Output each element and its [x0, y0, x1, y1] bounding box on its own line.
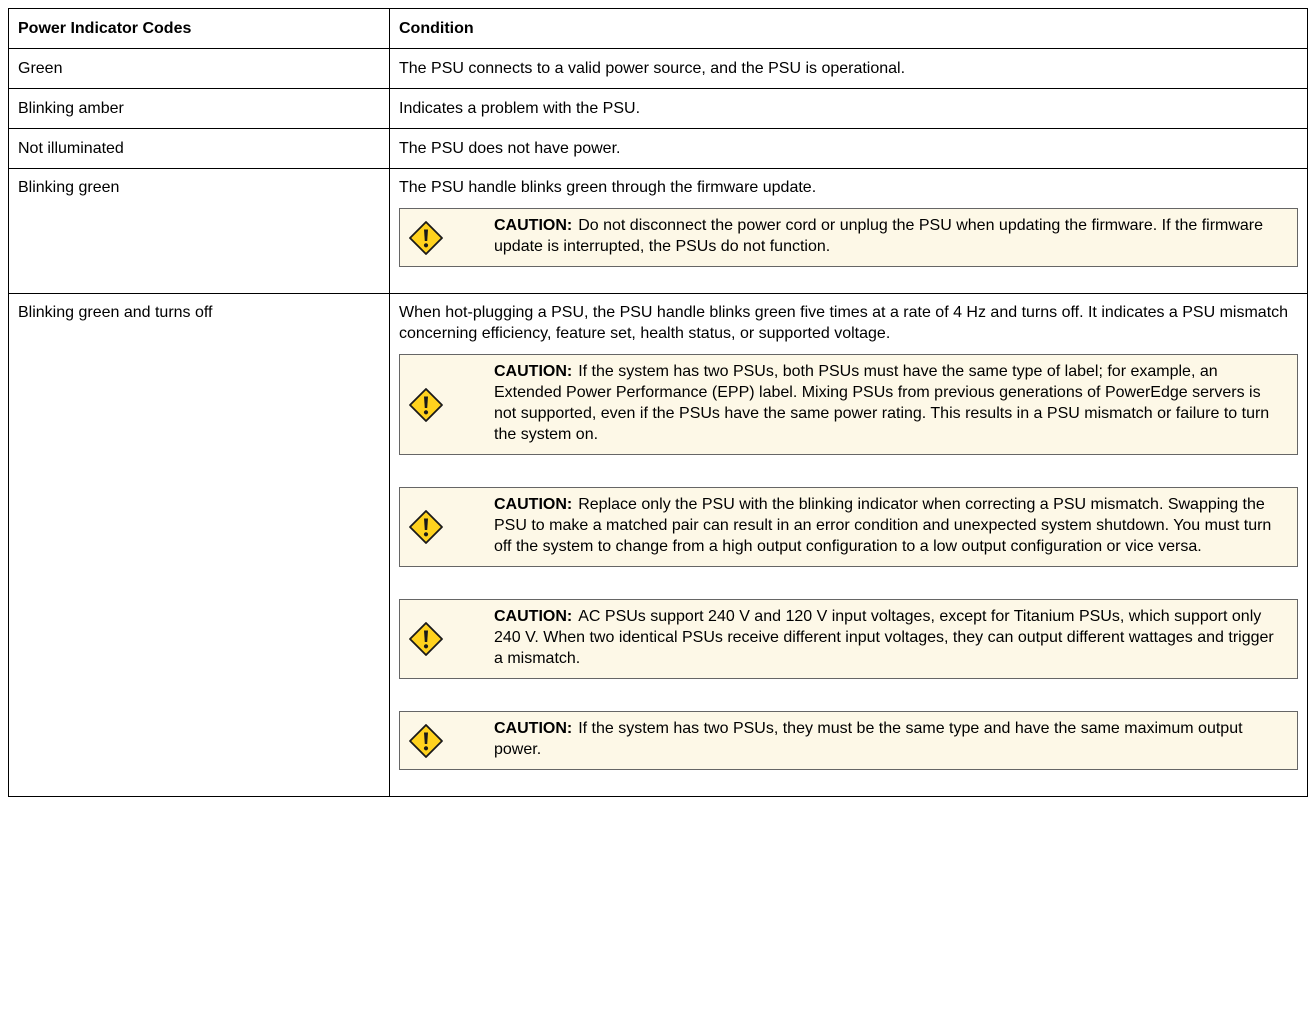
code-cell: Not illuminated [9, 129, 390, 169]
caution-note [399, 599, 1298, 679]
condition-cell: Indicates a problem with the PSU. [390, 89, 1308, 129]
table-row [9, 49, 1308, 89]
caution-note [399, 208, 1298, 267]
code-cell: Blinking green [9, 169, 390, 294]
warning-diamond-icon [408, 387, 444, 423]
table-row [9, 294, 1308, 797]
caution-note [399, 711, 1298, 770]
condition-cell [390, 294, 1308, 797]
code-cell: Green [9, 49, 390, 89]
table-row [9, 89, 1308, 129]
code-cell: Blinking amber [9, 89, 390, 129]
warning-diamond-icon [408, 723, 444, 759]
caution-text: Replace only the PSU with the blinking indicator when correcting a PSU mismatch. Swapping the PSU to make a matched pair can result in an error condition and unexpected system shutdown. You must turn off the system to change from a high output configuration to a low output configuration or vice versa. [494, 496, 1272, 555]
warning-diamond-icon [408, 220, 444, 256]
table-header-row [9, 9, 1308, 49]
warning-diamond-icon [408, 509, 444, 545]
condition-text: When hot-plugging a PSU, the PSU handle blinks green five times at a rate of 4 Hz and turns off. It indicates a PSU mismatch concerning efficiency, feature set, health status, or supported voltage. [399, 304, 1289, 342]
caution-text: AC PSUs support 240 V and 120 V input voltages, except for Titanium PSUs, which support only 240 V. When two identical PSUs receive different input voltages, they can output different wattages and trigger a mismatch. [494, 608, 1274, 667]
caution-note [399, 487, 1298, 567]
caution-note [399, 354, 1298, 455]
header-condition: Condition [390, 9, 1308, 49]
condition-text: The PSU handle blinks green through the firmware update. [399, 179, 817, 196]
condition-cell: The PSU does not have power. [390, 129, 1308, 169]
caution-label: CAUTION: [494, 496, 573, 513]
caution-label: CAUTION: [494, 720, 573, 737]
condition-cell [390, 169, 1308, 294]
caution-label: CAUTION: [494, 217, 573, 234]
caution-text: If the system has two PSUs, both PSUs must have the same type of label; for example, an Extended Power Performance (EPP) label. Mixing PSUs from previous generations of PowerEdge servers is not supported, even if the PSUs have the same power rating. This results in a PSU mismatch or failure to turn the system on. [494, 363, 1270, 443]
power-indicator-table [8, 8, 1308, 797]
caution-label: CAUTION: [494, 363, 573, 380]
condition-cell: The PSU connects to a valid power source, and the PSU is operational. [390, 49, 1308, 89]
caution-label: CAUTION: [494, 608, 573, 625]
table-row [9, 169, 1308, 294]
table-row [9, 129, 1308, 169]
caution-text: If the system has two PSUs, they must be the same type and have the same maximum output power. [494, 720, 1243, 758]
header-power-indicator-codes: Power Indicator Codes [9, 9, 390, 49]
caution-text: Do not disconnect the power cord or unplug the PSU when updating the firmware. If the firmware update is interrupted, the PSUs do not function. [494, 217, 1264, 255]
code-cell: Blinking green and turns off [9, 294, 390, 797]
warning-diamond-icon [408, 621, 444, 657]
